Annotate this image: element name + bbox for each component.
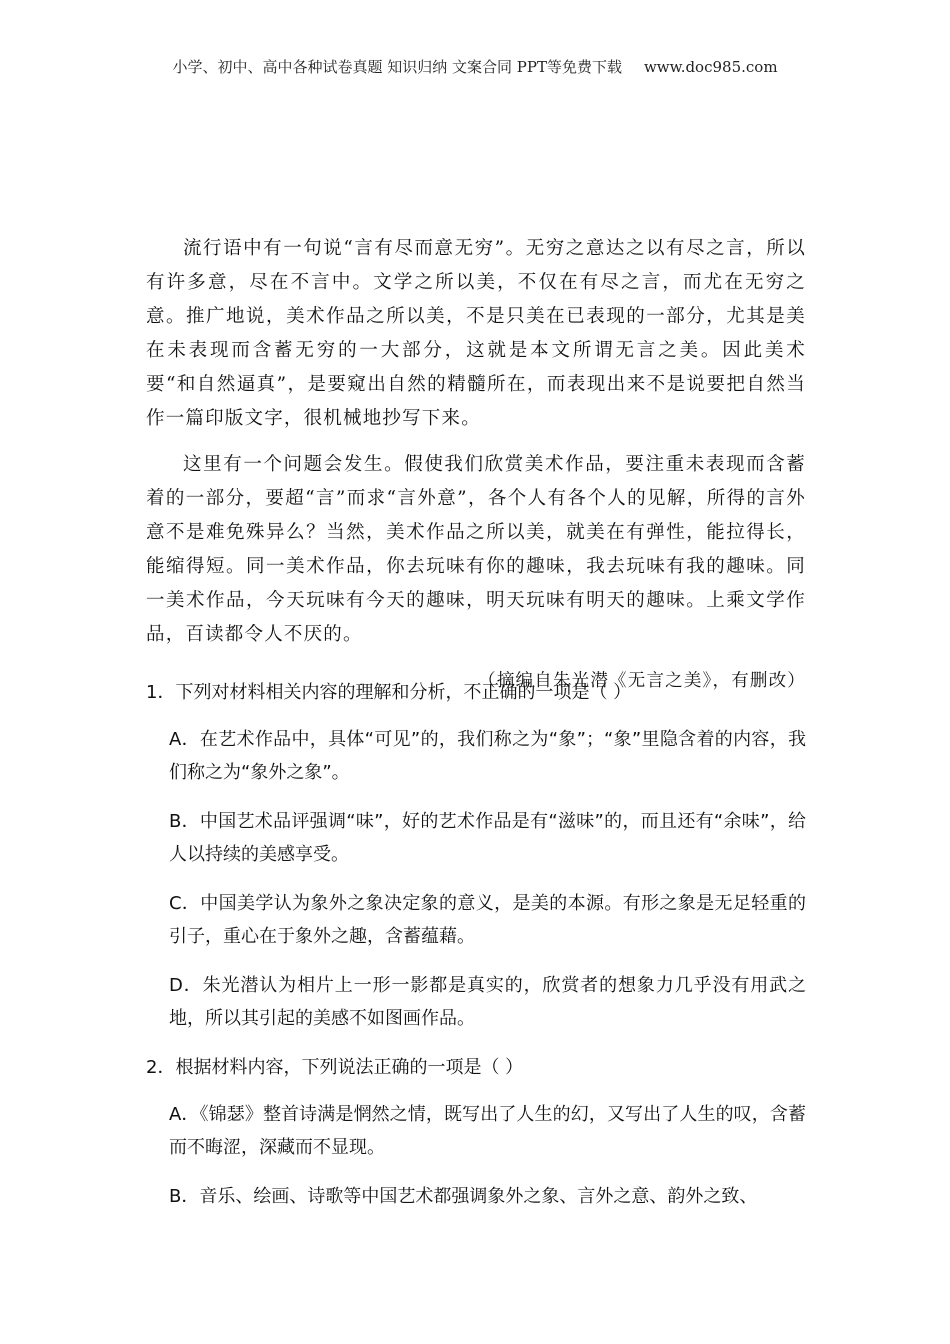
question-1-option-d: D．朱光潜认为相片上一形一影都是真实的，欣赏者的想象力几乎没有用武之地，所以其引起的美感不如图画作品。	[169, 975, 806, 1029]
reading-passage	[146, 232, 806, 696]
question-list	[146, 676, 806, 1229]
question-1-option-c: C．中国美学认为象外之象决定象的意义，是美的本源。有形之象是无足轻重的引子，重心在于象外之趣，含蓄蕴藉。	[169, 893, 806, 947]
page-header	[0, 56, 950, 77]
question-2	[146, 1051, 806, 1213]
header-url: www.doc985.com	[643, 58, 778, 76]
header-text: 小学、初中、高中各种试卷真题 知识归纳 文案合同 PPT等免费下载	[172, 58, 622, 76]
question-2-option-b: B．音乐、绘画、诗歌等中国艺术都强调象外之象、言外之意、韵外之致、	[169, 1186, 758, 1207]
question-2-stem: 2．根据材料内容，下列说法正确的一项是（ ）	[146, 1057, 524, 1078]
passage-paragraph-2: 这里有一个问题会发生。假使我们欣赏美术作品，要注重未表现而含蓄着的一部分，要超“言”而求“言外意”，各个人有各个人的见解，所得的言外意不是难免殊异么？当然，美术作品之所以美，就美在有弹性，能拉得长，能缩得短。同一美术作品，你去玩味有你的趣味，我去玩味有我的趣味。同一美术作品，今天玩味有今天的趣味，明天玩味有明天的趣味。上乘文学作品，百读都令人不厌的。	[146, 454, 806, 645]
passage-source: （摘编自朱光潜《无言之美》，有删改）	[478, 671, 806, 691]
question-1-option-a: A．在艺术作品中，具体“可见”的，我们称之为“象”；“象”里隐含着的内容，我们称之为“象外之象”。	[169, 729, 806, 783]
passage-paragraph-1: 流行语中有一句说“言有尽而意无穷”。无穷之意达之以有尽之言，所以有许多意，尽在不言中。文学之所以美，不仅在有尽之言，而尤在无穷之意。推广地说，美术作品之所以美，不是只美在已表现的一部分，尤其是美在未表现而含蓄无穷的一大部分，这就是本文所谓无言之美。因此美术要“和自然逼真”，是要窥出自然的精髓所在，而表现出来不是说要把自然当作一篇印版文字，很机械地抄写下来。	[146, 238, 806, 429]
question-1	[146, 676, 806, 1035]
question-1-option-b: B．中国艺术品评强调“味”，好的艺术作品是有“滋味”的，而且还有“余味”，给人以持续的美感享受。	[169, 811, 806, 865]
question-2-option-a: A．《锦瑟》整首诗满是惘然之情，既写出了人生的幻，又写出了人生的叹，含蓄而不晦涩，深藏而不显现。	[169, 1104, 806, 1158]
question-1-stem: 1．下列对材料相关内容的理解和分析，不正确的一项是（ ）	[146, 682, 632, 703]
